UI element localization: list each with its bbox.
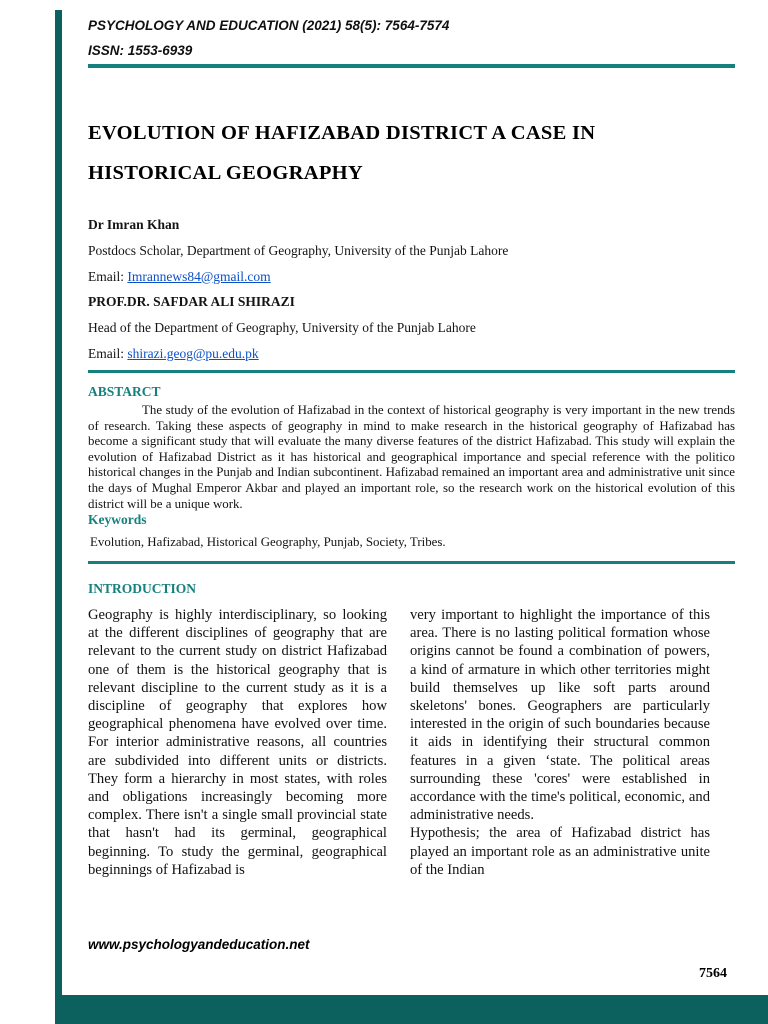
masthead [88,13,449,63]
author1-email-label: Email: [88,268,128,284]
abstract-top-divider [88,370,735,373]
introduction-heading: INTRODUCTION [88,581,197,596]
paper-title-line2: HISTORICAL GEOGRAPHY [88,162,364,184]
footer-website: www.psychologyandeducation.net [88,937,310,952]
author2-affiliation: Head of the Department of Geography, University of the Punjab Lahore [88,320,476,336]
abstract-text: The study of the evolution of Hafizabad in the context of historical geography is very important in the new trends of research. Taking these aspects of geography in mind to make research in the historical geography of Hafizabad has become a significant study that will evaluate the many diverse features of the district Hafizabad. This study will explain the evolution of Hafizabad District as it has historical and geographical importance and special reference with the politico historical changes in the Punjab and Indian subcontinent. Hafizabad remained an important area and administrative unit since the days of Mughal Emperor Akbar and played an important role, so the research work on the historical evolution of this district will be a unique work. [88,403,735,511]
left-accent-bar [55,10,62,995]
page-number: 7564 [699,966,727,981]
authors-block [88,212,508,367]
paper-title [88,113,595,193]
introduction-top-divider [88,561,735,564]
issn-line: ISSN: 1553-6939 [88,43,193,58]
journal-line: PSYCHOLOGY AND EDUCATION (2021) 58(5): 7564-7574 [88,18,450,33]
author2-email-link[interactable]: shirazi.geog@pu.edu.pk [127,345,259,361]
abstract-heading: ABSTARCT [88,384,161,399]
author2-email-label: Email: [88,345,128,361]
paper-title-line1: EVOLUTION OF HAFIZABAD DISTRICT A CASE IN [88,122,596,144]
author1-email-line [88,264,508,290]
author2-name: PROF.DR. SAFDAR ALI SHIRAZI [88,294,295,310]
intro-right-paragraph-1: very important to highlight the importance of this area. There is no lasting political formation whose origins cannot be found a combination of powers, a kind of armature in which other territories might build themselves up like soft parts around skeletons' bones. Geographers are particularly interested in the origin of such boundaries because it aids in identifying their structural common features in a given ‘state. The political areas surrounding these 'cores' were established in accordance with the time's political, economic, and administrative needs. [410,607,710,824]
intro-right-paragraph-2: Hypothesis; the area of Hafizabad district has played an important role as an administrative unite of the Indian [410,825,710,878]
keywords-text: Evolution, Hafizabad, Historical Geography, Punjab, Society, Tribes. [90,535,446,549]
author1-affiliation: Postdocs Scholar, Department of Geography, University of the Punjab Lahore [88,242,509,258]
bottom-accent-bar [55,995,768,1024]
author2-email-line [88,341,508,367]
masthead-divider [88,64,735,68]
intro-left-paragraph: Geography is highly interdisciplinary, so looking at the different disciplines of geography that are relevant to the current study on district Hafizabad one of them is the historical geography that is relevant discipline to the current study as it is a discipline of geography that explores how geographical phenomena have evolved over time. For interior administrative reasons, all countries are subdivided into different units or districts. They form a hierarchy in most states, with roles and obligations increasingly becoming more complex. There isn't a single small provincial state that hasn't had its germinal, geographical beginning. To study the germinal, geographical beginnings of Hafizabad is [88,607,387,878]
author1-name: Dr Imran Khan [88,217,180,232]
intro-column-right [410,606,710,879]
intro-column-left [88,606,387,879]
keywords-heading: Keywords [88,512,147,527]
author1-email-link[interactable]: Imrannews84@gmail.com [127,268,271,284]
